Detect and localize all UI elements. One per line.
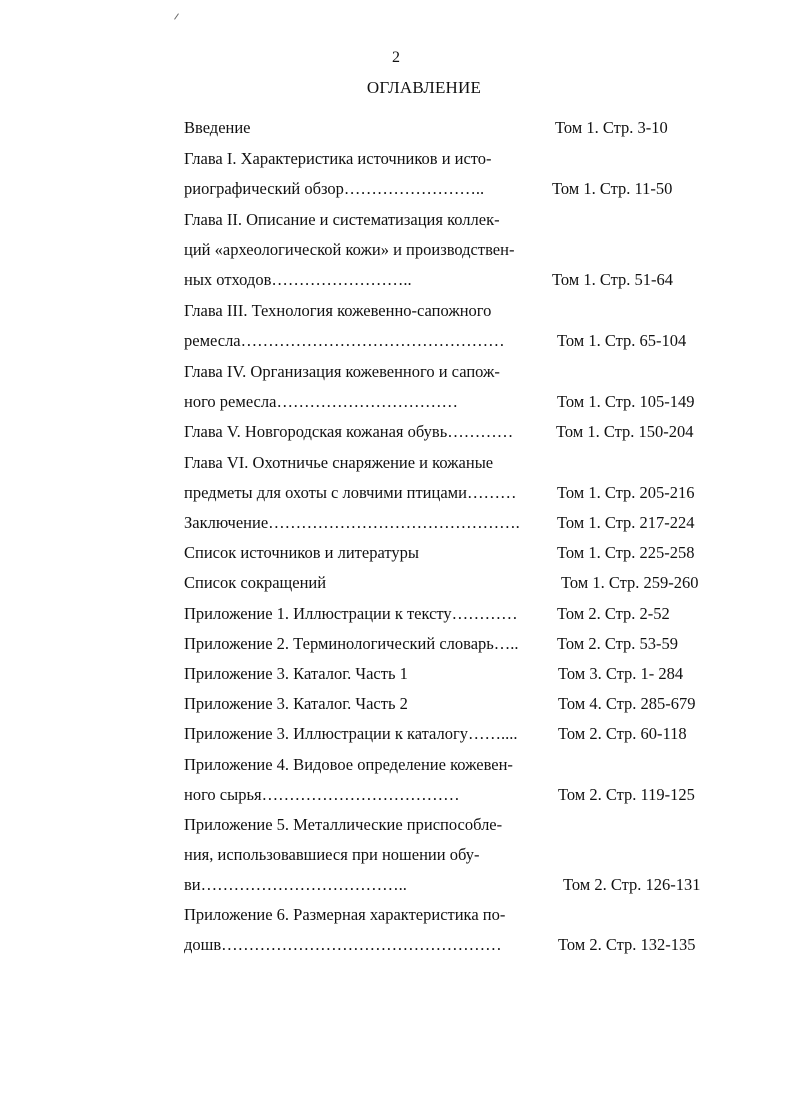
toc-entry-text: Глава III. Технология кожевенно-сапожного — [184, 301, 492, 320]
toc-entry-text: Заключение………………………………………. — [184, 513, 520, 532]
toc-entry-text: риографический обзор…………………….. — [184, 179, 485, 198]
toc-entry-ref: Том 1. Стр. 11-50 — [552, 179, 673, 198]
toc-entry-text: ного сырья……………………………… — [184, 785, 460, 804]
toc-entry-text: дошв…………………………………………… — [184, 935, 502, 954]
toc-entry-ref: Том 1. Стр. 225-258 — [557, 543, 695, 562]
toc-entry-text: Приложение 3. Каталог. Часть 1 — [184, 664, 408, 683]
toc-entry-text: Приложение 4. Видовое определение кожевен- — [184, 755, 513, 774]
toc-entry-ref: Том 1. Стр. 150-204 — [556, 422, 694, 441]
toc-entry-ref: Том 4. Стр. 285-679 — [558, 694, 696, 713]
toc-entry-text: Список сокращений — [184, 573, 327, 592]
toc-entry-text: ния, использовавшиеся при ношении обу- — [184, 845, 480, 864]
toc-entry-ref: Том 1. Стр. 51-64 — [552, 270, 674, 289]
toc-entry-text: Глава I. Характеристика источников и исто- — [184, 149, 492, 168]
toc-entry-text: ного ремесла…………………………… — [184, 392, 458, 411]
toc-entry-text: ций «археологической кожи» и производствен- — [184, 240, 515, 259]
toc-entry-text: Приложение 5. Металлические приспособле- — [184, 815, 503, 834]
toc-entry-text: Глава II. Описание и систематизация коллек- — [184, 210, 500, 229]
toc-entry-ref: Том 1. Стр. 205-216 — [557, 483, 695, 502]
toc-entry-text: Приложение 2. Терминологический словарь….. — [184, 634, 519, 653]
toc-entry-ref: Том 1. Стр. 259-260 — [561, 573, 699, 592]
toc-entry-ref: Том 2. Стр. 132-135 — [558, 935, 696, 954]
toc-entry-text: Глава V. Новгородская кожаная обувь………… — [184, 422, 514, 441]
toc-entry-text: Глава VI. Охотничье снаряжение и кожаные — [184, 453, 494, 472]
toc-entry-ref: Том 2. Стр. 119-125 — [558, 785, 695, 804]
toc-entry-ref: Том 2. Стр. 126-131 — [563, 875, 701, 894]
toc-entry-ref: Том 2. Стр. 2-52 — [557, 604, 670, 623]
toc-entry-ref: Том 1. Стр. 3-10 — [555, 118, 668, 137]
toc-entry-text: ви……………………………….. — [184, 875, 407, 894]
toc-entry-ref: Том 1. Стр. 217-224 — [557, 513, 695, 532]
page-number: 2 — [392, 49, 400, 66]
page-title: ОГЛАВЛЕНИЕ — [366, 78, 482, 97]
scan-mark — [174, 13, 179, 19]
toc-entry-text: Список источников и литературы — [184, 543, 419, 562]
toc-entry-text: Приложение 3. Каталог. Часть 2 — [184, 694, 408, 713]
toc-entry-ref: Том 1. Стр. 105-149 — [557, 392, 695, 411]
toc-entry-text: ремесла………………………………………… — [184, 331, 505, 350]
toc-entry-text: ных отходов…………………….. — [184, 270, 412, 289]
toc-entry-ref: Том 2. Стр. 60-118 — [558, 724, 687, 743]
toc-entry-ref: Том 3. Стр. 1- 284 — [558, 664, 684, 683]
toc-entry-text: Приложение 3. Иллюстрации к каталогу…….... — [184, 724, 518, 743]
toc-entry-text: Глава IV. Организация кожевенного и сапож- — [184, 362, 500, 381]
toc-entry-text: Введение — [184, 118, 251, 137]
toc-entry-text: предметы для охоты с ловчими птицами……… — [184, 483, 517, 502]
toc-entry-text: Приложение 1. Иллюстрации к тексту………… — [184, 604, 518, 623]
toc-entry-ref: Том 1. Стр. 65-104 — [557, 331, 687, 350]
toc-entry-text: Приложение 6. Размерная характеристика по- — [184, 905, 506, 924]
toc-entry-ref: Том 2. Стр. 53-59 — [557, 634, 679, 653]
